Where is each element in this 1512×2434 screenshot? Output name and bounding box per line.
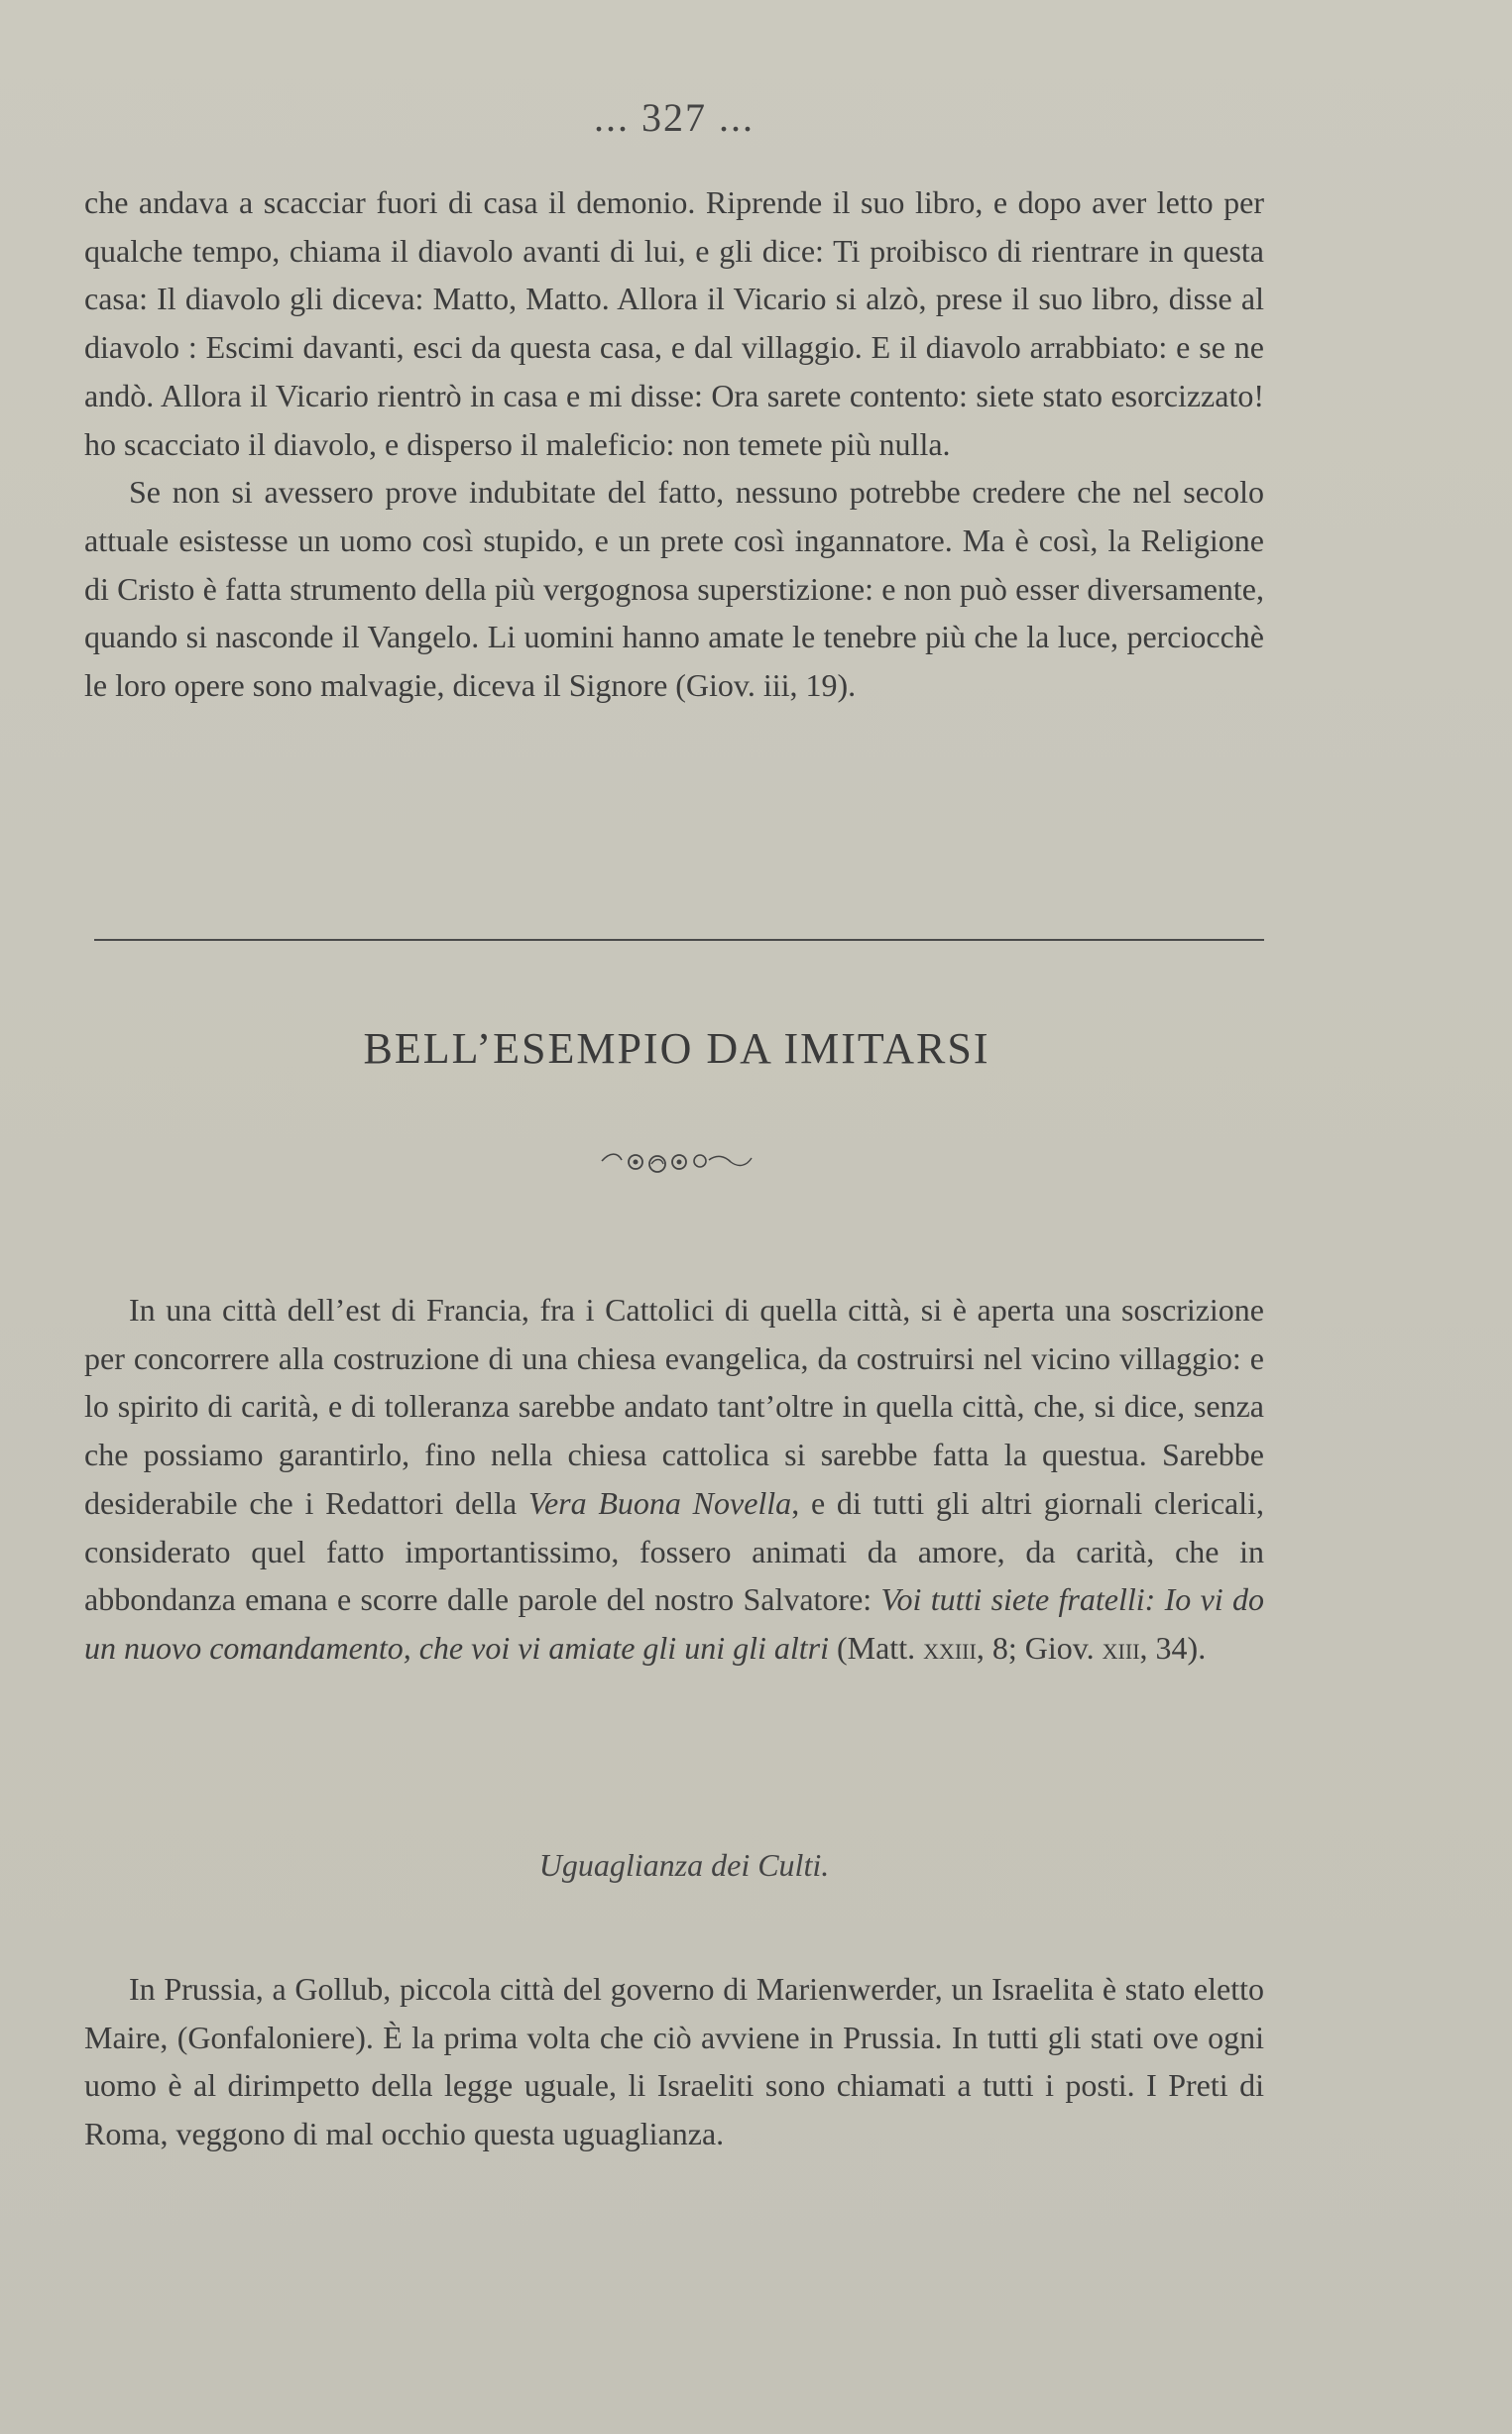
paragraph-example: [84, 1286, 1264, 1673]
subsection-heading: Uguaglianza dei Culti.: [538, 1847, 830, 1883]
citation-start: (Matt.: [828, 1629, 924, 1666]
gospel-quote: Voi tutti siete fratelli: Io vi do un nuovo comandamento, che voi vi amiate gli uni gli altri: [84, 1581, 1265, 1666]
body-start-text: In una città dell’est di Francia, fra i Cattolici di quella città, si è aperta una soscrizione per concorrere alla costruzione di una chiesa evangelica, da costruirsi nel vicino villaggio: e lo spirito di carità, e di tolleranza sarebbe andato tant’oltre in quella città, che, si dice, senza che possiamo garantirlo, fino nella chiesa cattolica si sarebbe fatta la questua. Sarebbe desiderabile che i Redattori della: [84, 1292, 1264, 1521]
section-title: BELL’ESEMPIO DA IMITARSI: [363, 1024, 990, 1073]
paragraph-superstition: Se non si avessero prove indubitate del fatto, nessuno potrebbe credere che nel secolo attuale esistesse un uomo così stupido, e un prete così ingannatore. Ma è così, la Religione di Cristo è fatta strumento della più vergognosa superstizione: e non può esser diversamente, quando si nasconde il Vangelo. Li uomini hanno amate le tenebre più che la luce, perciocchè le loro opere sono malvagie, diceva il Signore (Giov. iii, 19).: [84, 474, 1264, 704]
citation-roman-2: xiii: [1102, 1629, 1140, 1666]
body-mid-text: , e di tutti gli altri giornali clericali, considerato quel fatto importantissimo, fossero animati da amore, da carità, che in abbondanza emana e scorre dalle parole del nostro Salvatore:: [84, 1484, 1265, 1618]
subsection-body-block: [84, 1965, 1264, 2158]
citation-mid: , 8; Giov.: [976, 1629, 1103, 1666]
section-body-block: [84, 1286, 1264, 1673]
decorative-flourish-icon: [600, 1148, 754, 1174]
citation-end: , 34).: [1139, 1629, 1207, 1666]
journal-name: Vera Buona Novella: [527, 1484, 792, 1521]
page-number: ... 327 ...: [594, 95, 755, 140]
citation-roman-1: xxiii: [923, 1629, 977, 1666]
paragraph-equality: In Prussia, a Gollub, piccola città del governo di Marienwerder, un Israelita è stato eletto Maire, (Gonfaloniere). È la prima volta che ciò avviene in Prussia. In tutti gli stati ove ogni uomo è al dirimpetto della legge uguale, li Israeliti sono chiamati a tutti i posti. I Preti di Roma, veggono di mal occhio questa uguaglianza.: [84, 1971, 1264, 2152]
paragraph-exorcism: che andava a scacciar fuori di casa il demonio. Riprende il suo libro, e dopo aver letto per qualche tempo, chiama il diavolo avanti di lui, e gli dice: Ti proibisco di rientrare in questa casa: Il diavolo gli diceva: Matto, Matto. Allora il Vicario si alzò, prese il suo libro, disse al diavolo : Escimi davanti, esci da questa casa, e dal villaggio. E il diavolo arrabbiato: e se ne andò. Allora il Vicario rientrò in casa e mi disse: Ora sarete contento: siete stato esorcizzato! ho scacciato il diavolo, e disperso il maleficio: non temete più nulla.: [84, 184, 1264, 462]
section-divider: [94, 939, 1264, 941]
top-text-block: [84, 178, 1264, 710]
